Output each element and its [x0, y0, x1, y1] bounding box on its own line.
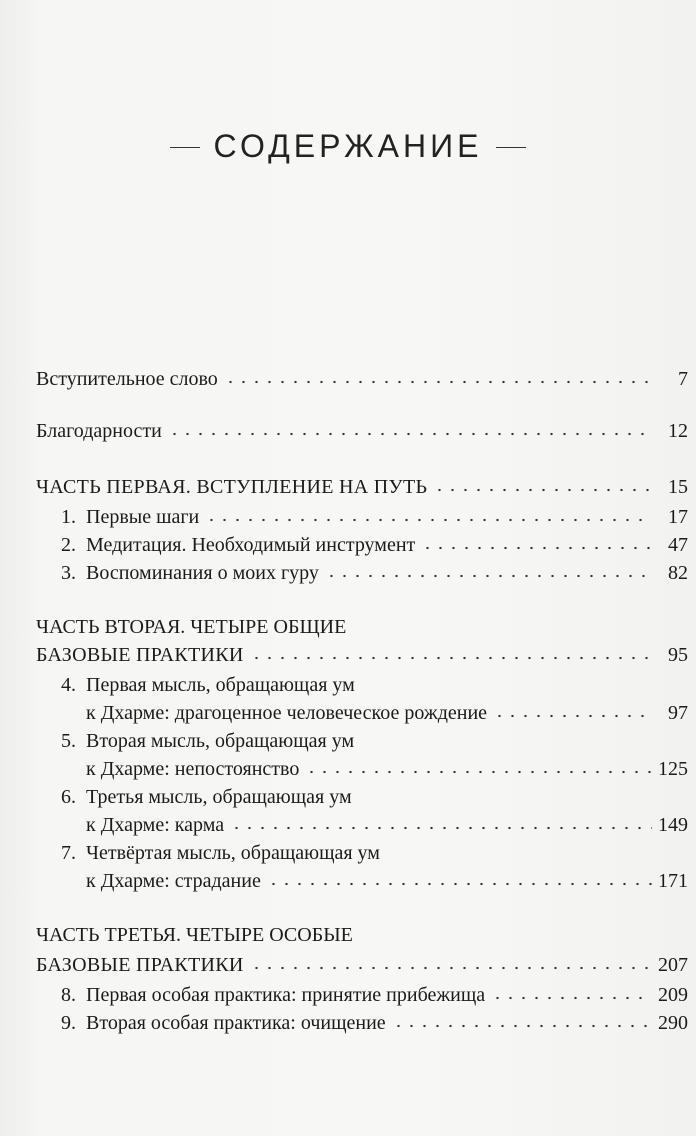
dot-leader: [493, 699, 652, 719]
dot-leader: [325, 559, 652, 579]
toc-chapter-entry[interactable]: [36, 754, 688, 784]
toc-entry-title: Вступительное слово: [36, 368, 218, 390]
chapter-number: 6.: [61, 786, 76, 808]
dot-leader: [250, 641, 652, 661]
toc-part-entry[interactable]: [36, 640, 688, 670]
toc-entry-page: 82: [668, 562, 688, 584]
toc-chapter-title-line1: [36, 726, 688, 756]
toc-entry[interactable]: [36, 416, 688, 446]
chapter-number: 7.: [61, 842, 76, 864]
chapter-number: 5.: [61, 730, 76, 752]
toc-chapter-entry[interactable]: [36, 530, 688, 560]
dot-leader: [224, 365, 652, 385]
toc-part-entry[interactable]: [36, 472, 688, 502]
toc-chapter-entry[interactable]: [36, 866, 688, 896]
toc-entry-title: Медитация. Необходимый инструмент: [86, 534, 416, 556]
dot-leader: [230, 811, 652, 831]
dot-leader: [267, 867, 652, 887]
toc-chapter-title-line1: [36, 838, 688, 868]
toc-entry-page: 209: [658, 984, 688, 1006]
toc-entry-page: 15: [668, 476, 688, 498]
toc-entry[interactable]: [36, 364, 688, 394]
toc-part-title: БАЗОВЫЕ ПРАКТИКИ: [36, 644, 244, 666]
toc-entry-title: к Дхарме: непостоянство: [86, 758, 300, 780]
toc-part-title: БАЗОВЫЕ ПРАКТИКИ: [36, 954, 244, 976]
toc-entry-page: 95: [668, 644, 688, 666]
toc-chapter-title-line1: [36, 670, 688, 700]
dot-leader: [250, 951, 652, 971]
toc-entry-page: 47: [668, 534, 688, 556]
chapter-number: 9.: [61, 1012, 76, 1034]
toc-part-entry[interactable]: [36, 950, 688, 980]
toc-entry-title: к Дхарме: драгоценное человеческое рождение: [86, 702, 488, 724]
dot-leader: [491, 981, 652, 1001]
toc-entry-page: 207: [658, 954, 688, 976]
toc-chapter-entry[interactable]: [36, 1008, 688, 1038]
page-title-text: СОДЕРЖАНИЕ: [206, 128, 491, 165]
chapter-number: 4.: [61, 674, 76, 696]
toc-entry-title-line1: Четвёртая мысль, обращающая ум: [86, 842, 380, 864]
chapter-number: 3.: [61, 562, 76, 584]
toc-entry-title: Первые шаги: [86, 506, 200, 528]
toc-chapter-title-line1: [36, 782, 688, 812]
toc-entry-title-line1: Вторая мысль, обращающая ум: [86, 730, 355, 752]
toc-part-title-line1: ЧАСТЬ ВТОРАЯ. ЧЕТЫРЕ ОБЩИЕ: [36, 616, 347, 638]
toc-entry-page: 97: [668, 702, 688, 724]
toc-part-title: ЧАСТЬ ПЕРВАЯ. ВСТУПЛЕНИЕ НА ПУТЬ: [36, 476, 428, 498]
toc-chapter-entry[interactable]: [36, 698, 688, 728]
dot-leader: [421, 531, 652, 551]
toc-entry-page: 290: [658, 1012, 688, 1034]
toc-entry-page: 12: [668, 420, 688, 442]
toc-entry-title-line1: Первая мысль, обращающая ум: [86, 674, 355, 696]
toc-chapter-entry[interactable]: [36, 980, 688, 1010]
toc-entry-page: 171: [658, 870, 688, 892]
toc-entry-title-line1: Третья мысль, обращающая ум: [86, 786, 352, 808]
toc-entry-title: к Дхарме: карма: [86, 814, 225, 836]
toc-entry-page: 125: [658, 758, 688, 780]
toc-chapter-entry[interactable]: [36, 810, 688, 840]
dot-leader: [305, 755, 652, 775]
toc-entry-title: Благодарности: [36, 420, 162, 442]
toc-entry-page: 17: [668, 506, 688, 528]
toc-part-title-line1: ЧАСТЬ ТРЕТЬЯ. ЧЕТЫРЕ ОСОБЫЕ: [36, 924, 353, 946]
dot-leader: [392, 1009, 652, 1029]
dot-leader: [205, 503, 652, 523]
dot-leader: [433, 473, 652, 493]
chapter-number: 8.: [61, 984, 76, 1006]
toc-chapter-entry[interactable]: [36, 558, 688, 588]
dot-leader: [168, 417, 652, 437]
toc-entry-title: к Дхарме: страдание: [86, 870, 261, 892]
page-title: [0, 128, 696, 165]
toc-entry-title: Первая особая практика: принятие прибежища: [86, 984, 486, 1006]
toc-entry-page: 149: [658, 814, 688, 836]
toc-chapter-entry[interactable]: [36, 502, 688, 532]
chapter-number: 2.: [61, 534, 76, 556]
chapter-number: 1.: [61, 506, 76, 528]
toc-entry-page: 7: [678, 368, 688, 390]
toc-entry-title: Воспоминания о моих гуру: [86, 562, 319, 584]
toc-entry-title: Вторая особая практика: очищение: [86, 1012, 386, 1034]
